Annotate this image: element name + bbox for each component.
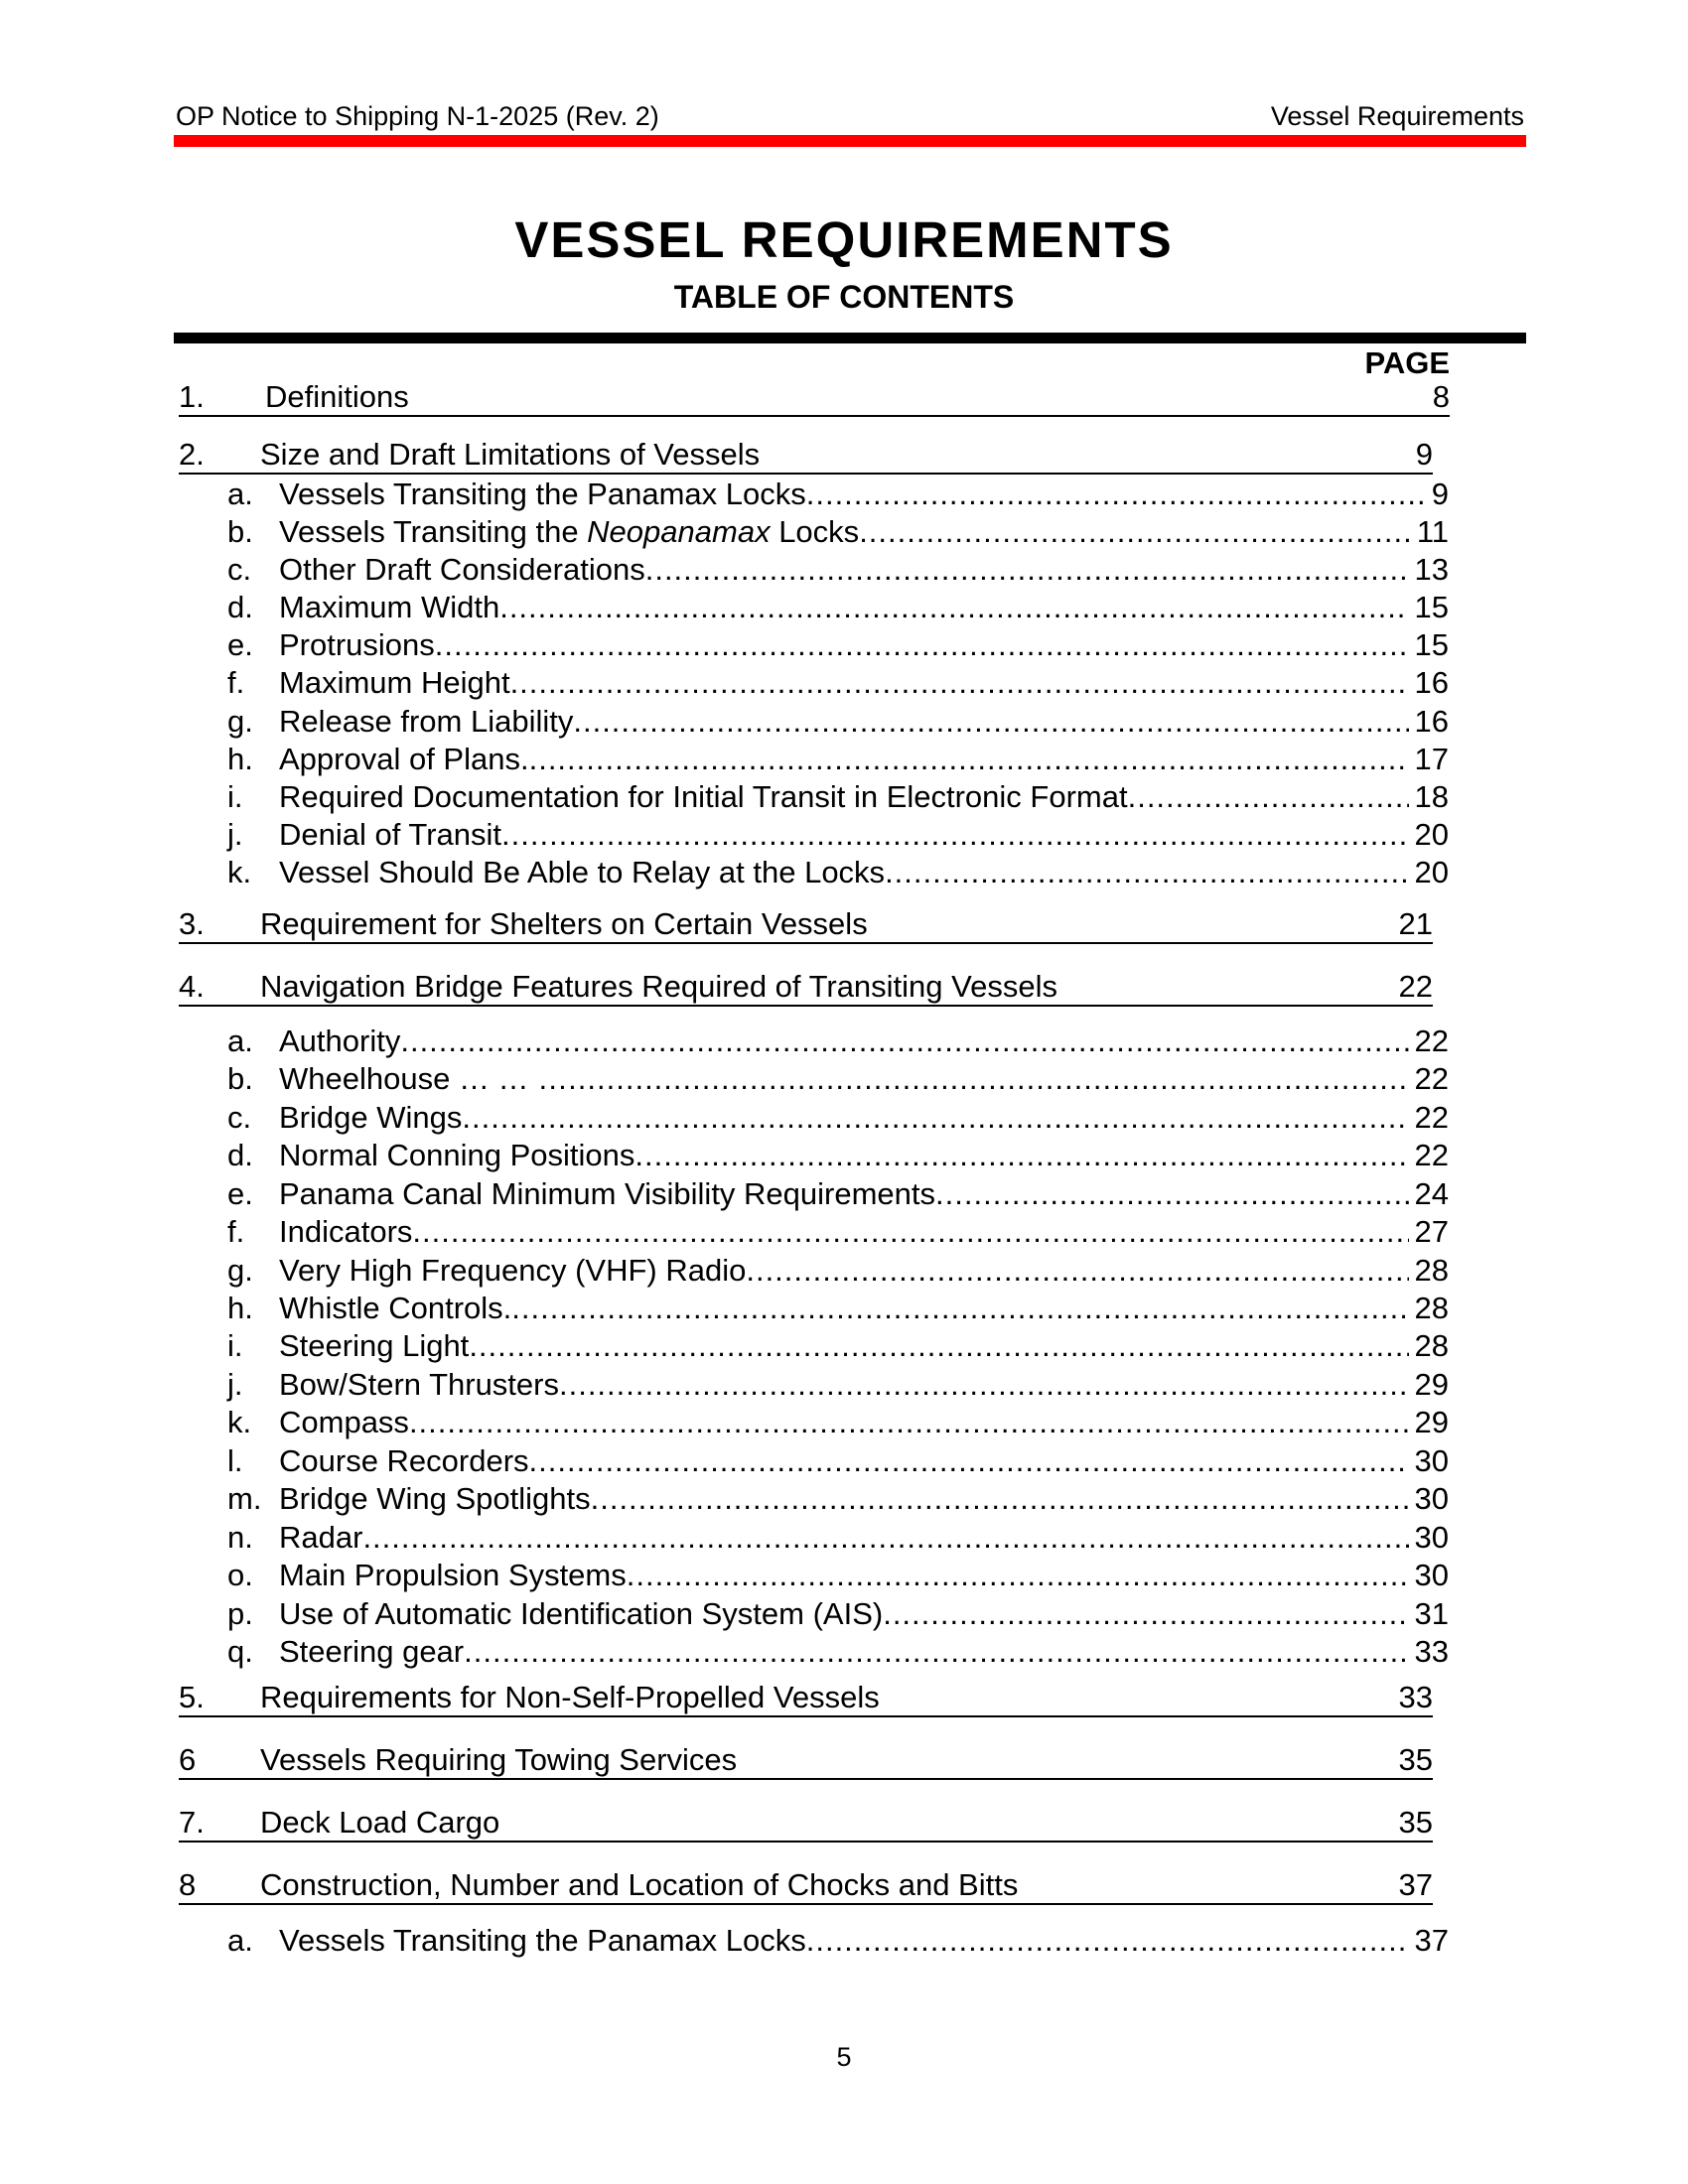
entry-title-part: Locks [770, 514, 860, 549]
section-title: Size and Draft Limitations of Vessels [260, 437, 761, 472]
entry-title: Compass [279, 1405, 409, 1439]
entry-page: 28 [1414, 1253, 1449, 1288]
entry-letter: l. [227, 1443, 243, 1478]
entry-title: Indicators [279, 1214, 413, 1249]
dot-leader [568, 1061, 1408, 1097]
section-number: 5. [179, 1680, 205, 1714]
entry-title: Denial of Transit [279, 817, 501, 852]
section-number: 6 [179, 1742, 197, 1777]
toc-entry[interactable] [227, 514, 1449, 550]
entry-title: Steering gear [279, 1634, 465, 1669]
entry-title: Vessels Transiting the Panamax Locks [279, 477, 806, 511]
section-title: Construction, Number and Location of Chocks and Bitts [260, 1867, 1019, 1902]
toc-entry[interactable] [227, 477, 1449, 512]
toc-entry[interactable] [227, 779, 1449, 815]
dot-leader [573, 704, 1408, 740]
entry-title: Release from Liability [279, 704, 574, 739]
entry-title: Maximum Height [279, 665, 510, 700]
entry-page: 24 [1414, 1176, 1449, 1211]
entry-page: 37 [1414, 1923, 1449, 1958]
entry-page: 20 [1414, 817, 1449, 852]
entry-page: 30 [1414, 1443, 1449, 1478]
section-page: 8 [1432, 379, 1450, 414]
entry-page: 15 [1414, 590, 1449, 624]
dot-leader [627, 1558, 1409, 1593]
section-title: Deck Load Cargo [260, 1805, 500, 1840]
toc-entry[interactable] [227, 1923, 1449, 1959]
entry-page: 22 [1414, 1100, 1449, 1135]
entry-page: 20 [1414, 855, 1449, 889]
entry-letter: d. [227, 1138, 253, 1172]
toc-entry[interactable] [227, 1291, 1449, 1326]
entry-letter: j. [227, 817, 243, 852]
entry-letter: a. [227, 1024, 253, 1058]
entry-page: 15 [1414, 627, 1449, 662]
section-title: Definitions [265, 379, 409, 414]
entry-letter: f. [227, 1214, 245, 1249]
entry-page: 18 [1414, 779, 1449, 814]
header-section-name: Vessel Requirements [1270, 101, 1524, 131]
entry-title: Other Draft Considerations [279, 552, 645, 587]
entry-title: Main Propulsion Systems [279, 1558, 627, 1592]
toc-entry[interactable] [227, 704, 1449, 740]
title-black-rule [174, 333, 1526, 343]
section-title: Vessels Requiring Towing Services [260, 1742, 738, 1777]
entry-letter: m. [227, 1481, 262, 1516]
entry-page: 22 [1414, 1061, 1449, 1096]
toc-entry[interactable] [227, 665, 1449, 701]
entry-letter: p. [227, 1596, 253, 1631]
dot-leader [645, 552, 1409, 588]
toc-entry[interactable] [227, 1520, 1449, 1556]
entry-letter: b. [227, 514, 253, 549]
section-title: Requirements for Non-Self-Propelled Vessels [260, 1680, 880, 1714]
entry-page: 30 [1414, 1520, 1449, 1555]
toc-entry[interactable] [227, 627, 1449, 663]
entry-title: Whistle Controls. [279, 1291, 512, 1325]
entry-letter: c. [227, 552, 252, 587]
toc-entry[interactable] [227, 1481, 1449, 1517]
section-number: 2. [179, 437, 205, 472]
dot-leader [409, 1405, 1409, 1440]
toc-entry[interactable] [227, 1405, 1449, 1440]
toc-entry[interactable] [227, 1443, 1449, 1479]
toc-entry[interactable] [227, 1176, 1449, 1212]
entry-page: 22 [1414, 1024, 1449, 1058]
entry-title: Steering Light [279, 1328, 470, 1363]
entry-title: Bridge Wing Spotlights [279, 1481, 591, 1516]
dot-leader [499, 590, 1408, 625]
dot-leader [464, 1634, 1408, 1670]
toc-section[interactable] [179, 1680, 1433, 1717]
section-page: 35 [1398, 1742, 1433, 1777]
entry-letter: g. [227, 704, 253, 739]
entry-title-part: Vessels Transiting the [279, 514, 588, 549]
entry-title: Bridge Wings [279, 1100, 463, 1135]
section-title: Requirement for Shelters on Certain Vessels [260, 906, 868, 941]
dot-leader [529, 742, 1409, 777]
toc-entry[interactable] [227, 1367, 1449, 1403]
entry-title [279, 514, 859, 550]
dot-leader [362, 1520, 1408, 1556]
entry-page: 33 [1414, 1634, 1449, 1669]
entry-page: 29 [1414, 1405, 1449, 1439]
entry-letter: f. [227, 665, 245, 700]
toc-section[interactable] [179, 437, 1433, 475]
entry-letter: d. [227, 590, 253, 624]
dot-leader [746, 1253, 1408, 1289]
entry-page: 9 [1431, 477, 1449, 511]
toc-entry[interactable] [227, 1214, 1449, 1250]
toc-entry[interactable] [227, 1634, 1449, 1670]
entry-title: Bow/Stern Thrusters [279, 1367, 559, 1402]
header-document-id: OP Notice to Shipping N-1-2025 (Rev. 2) [176, 101, 659, 131]
entry-title: Vessel Should Be Able to Relay at the Locks [279, 855, 886, 889]
entry-page: 11 [1416, 514, 1449, 549]
entry-letter: h. [227, 742, 253, 776]
entry-page: 30 [1414, 1481, 1449, 1516]
entry-title: Authority [279, 1024, 401, 1058]
toc-entry[interactable] [227, 742, 1449, 777]
dot-leader [400, 1024, 1408, 1059]
section-number: 1. [179, 379, 205, 414]
toc-entry[interactable] [227, 1100, 1449, 1136]
toc-section[interactable] [179, 969, 1433, 1007]
entry-letter: e. [227, 1176, 253, 1211]
page-number: 5 [836, 2042, 852, 2072]
entry-page: 31 [1414, 1596, 1449, 1631]
dot-leader [885, 855, 1408, 890]
entry-title: Wheelhouse … … … [279, 1061, 569, 1096]
entry-page: 28 [1414, 1328, 1449, 1363]
entry-title: Course Recorders [279, 1443, 529, 1478]
toc-section[interactable] [179, 1867, 1433, 1905]
section-page: 9 [1415, 437, 1433, 472]
entry-letter: k. [227, 855, 252, 889]
entry-title: Radar [279, 1520, 363, 1555]
header-red-rule [174, 135, 1526, 147]
entry-letter: a. [227, 1923, 253, 1958]
dot-leader [859, 514, 1411, 550]
dot-leader [412, 1214, 1408, 1250]
entry-letter: h. [227, 1291, 253, 1325]
dot-leader [462, 1100, 1408, 1136]
dot-leader [510, 665, 1409, 701]
entry-title: Very High Frequency (VHF) Radio [279, 1253, 747, 1288]
dot-leader [806, 1923, 1409, 1959]
dot-leader [634, 1138, 1408, 1173]
dot-leader [1128, 779, 1409, 815]
dot-leader [469, 1328, 1408, 1364]
dot-leader [529, 1443, 1409, 1479]
entry-page: 29 [1414, 1367, 1449, 1402]
dot-leader [883, 1596, 1408, 1632]
entry-letter: n. [227, 1520, 253, 1555]
section-page: 37 [1398, 1867, 1433, 1902]
toc-section[interactable] [179, 379, 1450, 417]
dot-leader [591, 1481, 1409, 1517]
entry-page: 22 [1414, 1138, 1449, 1172]
toc-entry[interactable] [227, 1253, 1449, 1289]
entry-title: Panama Canal Minimum Visibility Requirements [279, 1176, 936, 1211]
toc-section[interactable] [179, 906, 1433, 944]
toc-entry[interactable] [227, 1061, 1449, 1097]
page-title: VESSEL REQUIREMENTS [514, 211, 1174, 268]
section-number: 3. [179, 906, 205, 941]
entry-page: 16 [1414, 704, 1449, 739]
toc-entry[interactable] [227, 817, 1449, 853]
section-number: 4. [179, 969, 205, 1004]
entry-title-italic: Neopanamax [587, 514, 771, 549]
entry-letter: a. [227, 477, 253, 511]
toc-entry[interactable] [227, 1328, 1449, 1364]
entry-letter: b. [227, 1061, 253, 1096]
entry-letter: c. [227, 1100, 252, 1135]
dot-leader [435, 627, 1409, 663]
toc-entry[interactable] [227, 1024, 1449, 1059]
page-subtitle: TABLE OF CONTENTS [673, 279, 1015, 315]
entry-title: Maximum Width [279, 590, 500, 624]
entry-title: Protrusions [279, 627, 435, 662]
entry-letter: q. [227, 1634, 253, 1669]
dot-leader [935, 1176, 1408, 1212]
toc-entry[interactable] [227, 1596, 1449, 1632]
dot-leader [501, 817, 1409, 853]
entry-page: 16 [1414, 665, 1449, 700]
toc-section[interactable] [179, 1805, 1433, 1843]
toc-entry[interactable] [227, 1138, 1449, 1173]
entry-letter: j. [227, 1367, 243, 1402]
dot-leader [511, 1291, 1408, 1326]
section-page: 33 [1398, 1680, 1433, 1714]
entry-letter: o. [227, 1558, 253, 1592]
section-number: 7. [179, 1805, 205, 1840]
entry-title: Approval of Plans. [279, 742, 529, 776]
entry-letter: i. [227, 1328, 243, 1363]
entry-title: Normal Conning Positions [279, 1138, 635, 1172]
toc-section[interactable] [179, 1742, 1433, 1780]
toc-entry[interactable] [227, 552, 1449, 588]
page-column-label: PAGE [1364, 345, 1450, 380]
entry-page: 13 [1414, 552, 1449, 587]
section-number: 8 [179, 1867, 197, 1902]
entry-letter: i. [227, 779, 243, 814]
dot-leader [806, 477, 1426, 512]
entry-page: 17 [1414, 742, 1449, 776]
entry-page: 27 [1414, 1214, 1449, 1249]
toc-entry[interactable] [227, 855, 1449, 890]
entry-title: Use of Automatic Identification System (AIS) [279, 1596, 884, 1631]
section-page: 35 [1398, 1805, 1433, 1840]
toc-entry[interactable] [227, 1558, 1449, 1593]
entry-letter: k. [227, 1405, 252, 1439]
toc-entry[interactable] [227, 590, 1449, 625]
section-page: 21 [1398, 906, 1433, 941]
entry-letter: g. [227, 1253, 253, 1288]
section-title: Navigation Bridge Features Required of Transiting Vessels [260, 969, 1057, 1004]
entry-page: 30 [1414, 1558, 1449, 1592]
entry-title: Vessels Transiting the Panamax Locks [279, 1923, 806, 1958]
running-header [174, 99, 1526, 133]
entry-page: 28 [1414, 1291, 1449, 1325]
section-page: 22 [1398, 969, 1433, 1004]
entry-letter: e. [227, 627, 253, 662]
entry-title: Required Documentation for Initial Transit in Electronic Format [279, 779, 1128, 814]
dot-leader [559, 1367, 1409, 1403]
